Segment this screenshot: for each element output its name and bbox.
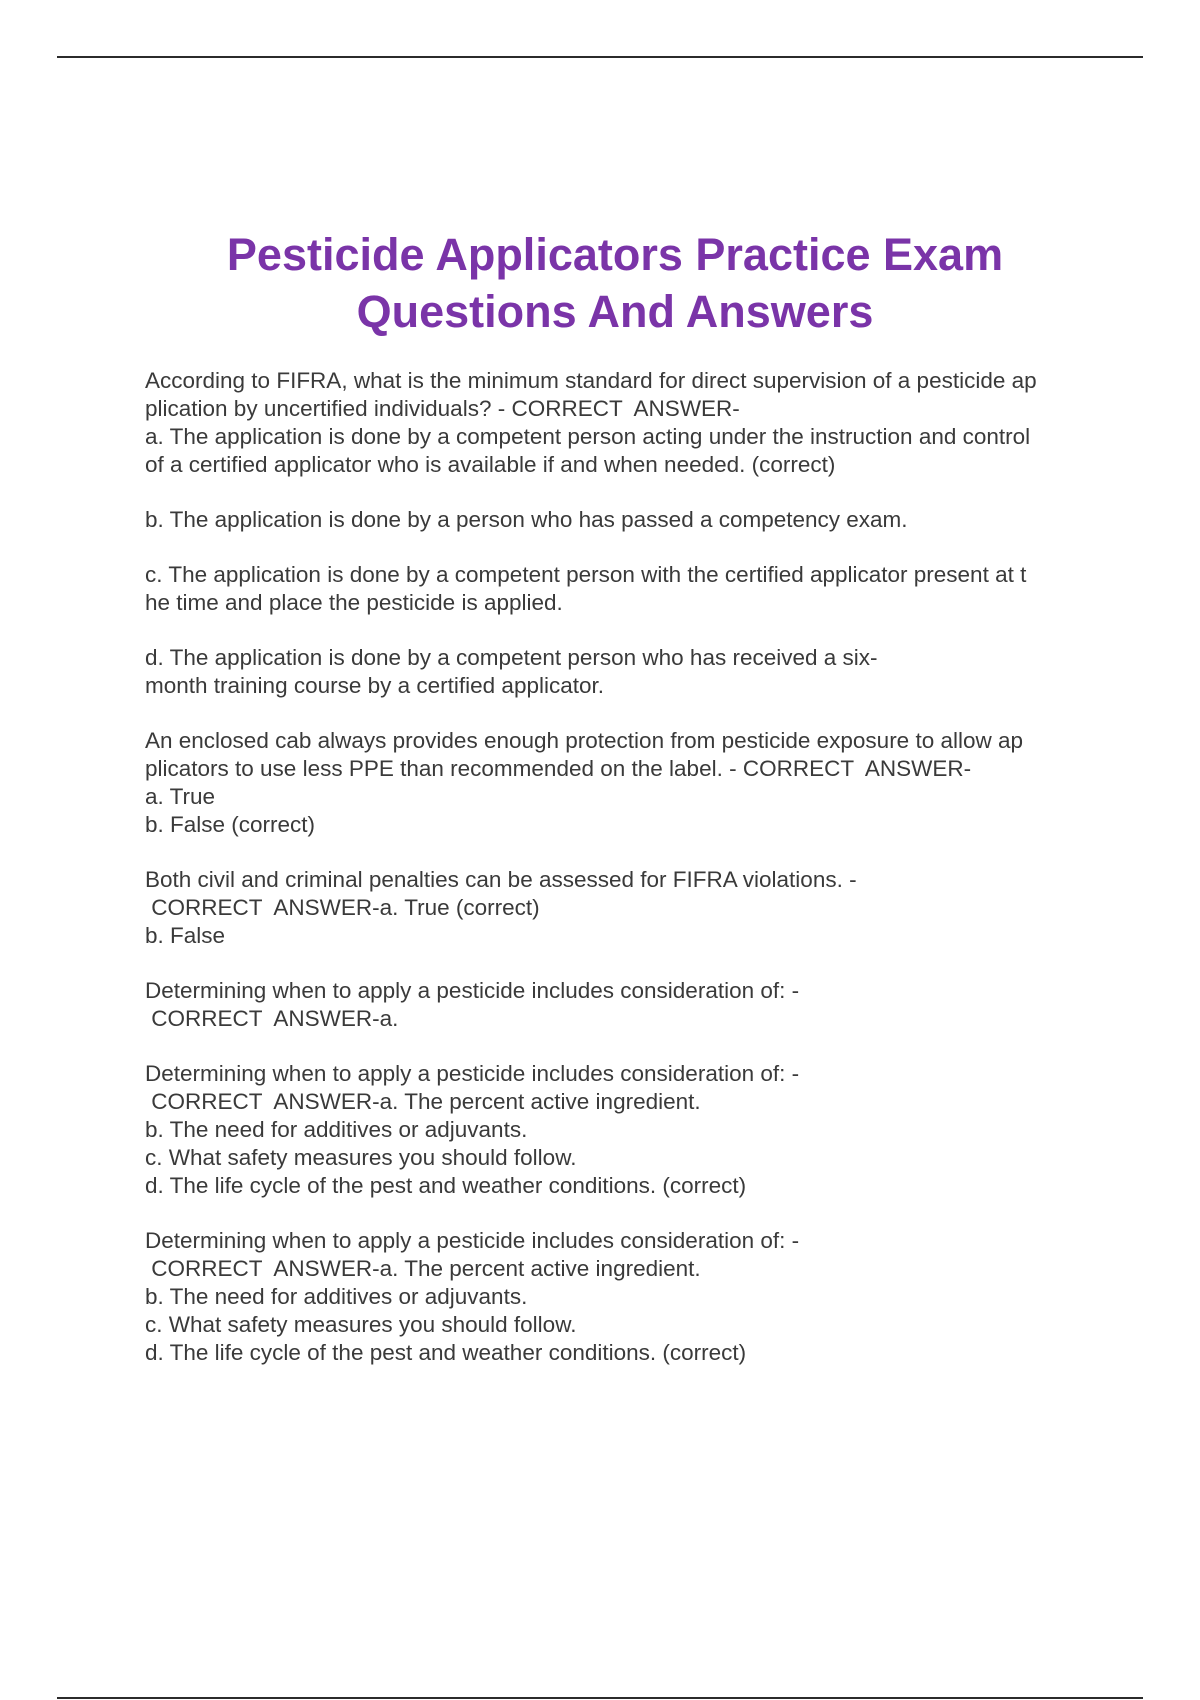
text-line: CORRECT ANSWER-a. The percent active ingredient. xyxy=(145,1089,701,1114)
question-list xyxy=(145,367,1095,1394)
text-line: Both civil and criminal penalties can be assessed for FIFRA violations. - xyxy=(145,867,857,892)
question-block xyxy=(145,1060,1095,1200)
question-block xyxy=(145,1227,1095,1367)
question-block xyxy=(145,367,1095,479)
text-line: d. The life cycle of the pest and weather conditions. (correct) xyxy=(145,1340,747,1365)
text-line: a. The application is done by a competent person acting under the instruction and control xyxy=(145,424,1031,449)
text-line: c. What safety measures you should follow. xyxy=(145,1145,577,1170)
text-line: b. The need for additives or adjuvants. xyxy=(145,1284,528,1309)
text-line: b. The application is done by a person who has passed a competency exam. xyxy=(145,507,908,532)
text-line: a. True xyxy=(145,784,216,809)
question-block xyxy=(145,727,1095,839)
text-line: plication by uncertified individuals? - CORRECT ANSWER- xyxy=(145,396,740,421)
bottom-rule xyxy=(57,1697,1143,1699)
text-line: b. False (correct) xyxy=(145,812,316,837)
text-line: of a certified applicator who is available if and when needed. (correct) xyxy=(145,452,836,477)
text-line: Determining when to apply a pesticide includes consideration of: - xyxy=(145,1228,800,1253)
text-line: Determining when to apply a pesticide includes consideration of: - xyxy=(145,978,800,1003)
text-line: CORRECT ANSWER-a. xyxy=(145,1006,399,1031)
text-line: CORRECT ANSWER-a. True (correct) xyxy=(145,895,540,920)
question-block xyxy=(145,644,1095,700)
text-line: d. The life cycle of the pest and weather conditions. (correct) xyxy=(145,1173,747,1198)
text-line: d. The application is done by a competent person who has received a six- xyxy=(145,645,878,670)
text-line: CORRECT ANSWER-a. The percent active ingredient. xyxy=(145,1256,701,1281)
question-block xyxy=(145,561,1095,617)
title-line-1: Pesticide Applicators Practice Exam xyxy=(226,229,1004,280)
text-line: An enclosed cab always provides enough protection from pesticide exposure to allow ap xyxy=(145,728,1024,753)
title-line-2: Questions And Answers xyxy=(356,286,874,337)
question-block xyxy=(145,866,1095,950)
question-block xyxy=(145,977,1095,1033)
text-line: month training course by a certified applicator. xyxy=(145,673,604,698)
page-title xyxy=(100,226,1130,340)
text-line: he time and place the pesticide is applied. xyxy=(145,590,563,615)
text-line: b. The need for additives or adjuvants. xyxy=(145,1117,528,1142)
text-line: plicators to use less PPE than recommended on the label. - CORRECT ANSWER- xyxy=(145,756,972,781)
top-rule xyxy=(57,56,1143,58)
text-line: Determining when to apply a pesticide includes consideration of: - xyxy=(145,1061,800,1086)
question-block xyxy=(145,506,1095,534)
text-line: b. False xyxy=(145,923,226,948)
text-line: c. The application is done by a competent person with the certified applicator present at t xyxy=(145,562,1027,587)
text-line: According to FIFRA, what is the minimum standard for direct supervision of a pesticide ap xyxy=(145,368,1037,393)
text-line: c. What safety measures you should follow. xyxy=(145,1312,577,1337)
